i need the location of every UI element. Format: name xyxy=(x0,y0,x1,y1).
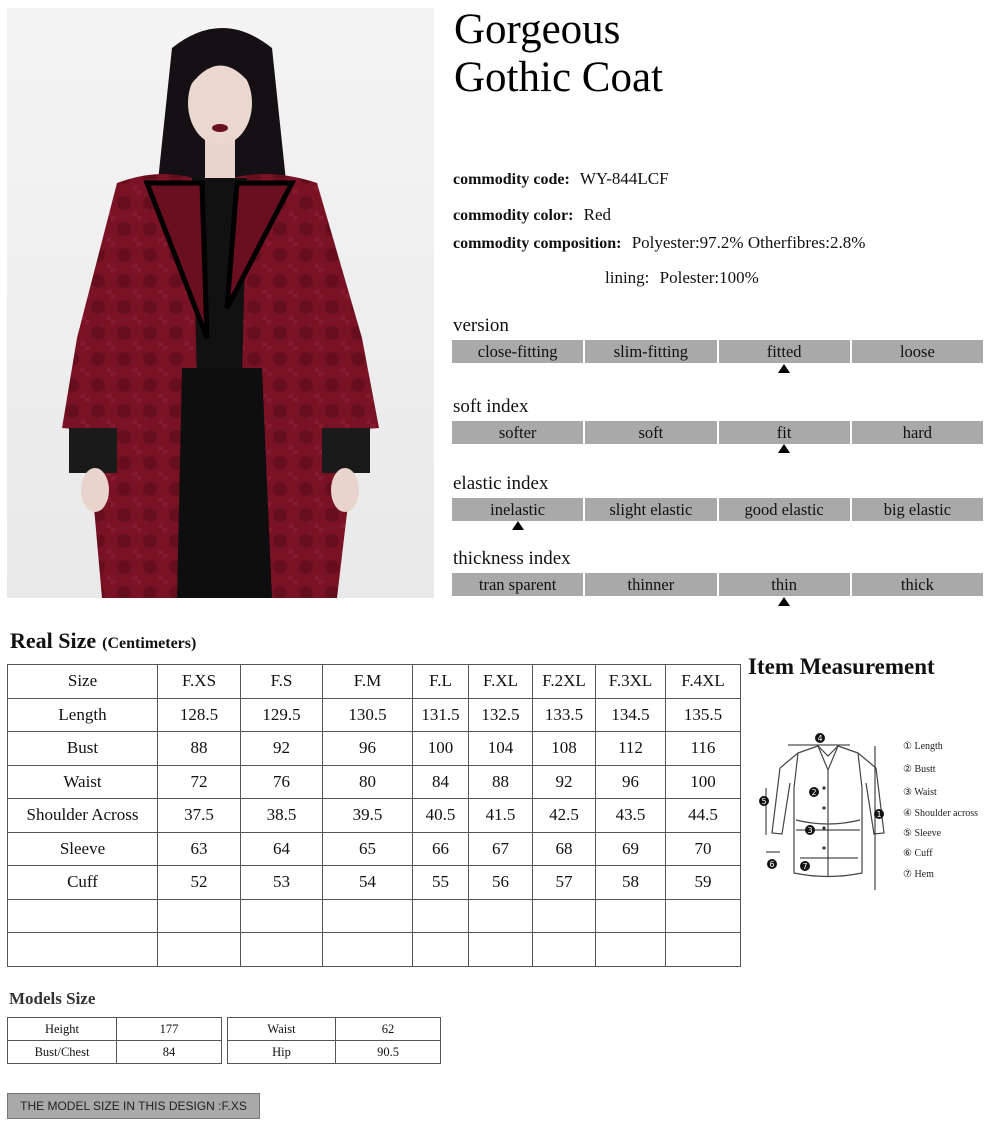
color-label: commodity color: xyxy=(453,207,574,224)
table-cell: 58 xyxy=(596,866,666,900)
thickness-index-option: thick xyxy=(852,573,983,596)
thickness-index-title: thickness index xyxy=(453,548,571,569)
lining-label: lining: xyxy=(605,268,650,287)
legend-item: ⑤ Sleeve xyxy=(903,828,942,839)
table-row xyxy=(8,765,741,799)
marker-6: 6 xyxy=(769,860,775,869)
table-cell: Waist xyxy=(8,765,158,799)
elastic-index-option: good elastic xyxy=(719,498,850,521)
table-cell: 38.5 xyxy=(241,799,323,833)
table-cell: 80 xyxy=(323,765,413,799)
elastic-index-bar xyxy=(452,498,983,521)
table-cell xyxy=(533,933,596,967)
table-cell: 88 xyxy=(469,765,533,799)
table-cell: Sleeve xyxy=(8,832,158,866)
table-cell: 67 xyxy=(469,832,533,866)
composition-label: commodity composition: xyxy=(453,235,622,252)
real-size-table-body xyxy=(8,665,741,967)
elastic-index-title: elastic index xyxy=(453,473,549,494)
soft-index-option: softer xyxy=(452,421,583,444)
table-cell: 92 xyxy=(533,765,596,799)
marker-7: 7 xyxy=(802,862,808,871)
table-cell xyxy=(666,933,741,967)
table-cell: 133.5 xyxy=(533,698,596,732)
table-cell: 128.5 xyxy=(158,698,241,732)
table-cell xyxy=(596,933,666,967)
soft-index-bar xyxy=(452,421,983,444)
thickness-index-option: thinner xyxy=(585,573,716,596)
table-cell xyxy=(8,899,158,933)
legend-item: ⑦ Hem xyxy=(903,869,934,880)
table-cell xyxy=(469,933,533,967)
soft-index-option: soft xyxy=(585,421,716,444)
table-cell: 43.5 xyxy=(596,799,666,833)
table-cell: 177 xyxy=(117,1018,222,1041)
legend-item: ⑥ Cuff xyxy=(903,848,933,859)
table-cell xyxy=(533,899,596,933)
table-cell: Shoulder Across xyxy=(8,799,158,833)
table-cell: 96 xyxy=(596,765,666,799)
real-size-heading: Real Size xyxy=(10,628,97,653)
table-cell: 84 xyxy=(413,765,469,799)
table-cell: 76 xyxy=(241,765,323,799)
table-row xyxy=(8,1041,222,1064)
table-cell: 108 xyxy=(533,732,596,766)
table-cell: 70 xyxy=(666,832,741,866)
elastic-index-option: slight elastic xyxy=(585,498,716,521)
marker-5: 5 xyxy=(761,797,767,806)
legend-item: ③ Waist xyxy=(903,787,937,798)
table-cell: Waist xyxy=(228,1018,336,1041)
thickness-index-marker-icon xyxy=(778,597,790,606)
product-photo xyxy=(7,8,434,598)
table-row xyxy=(8,1018,222,1041)
table-cell: 53 xyxy=(241,866,323,900)
model-illustration xyxy=(7,8,434,598)
table-cell xyxy=(596,899,666,933)
table-cell: 69 xyxy=(596,832,666,866)
commodity-code-row xyxy=(453,169,669,189)
lining-value: Polester:100% xyxy=(659,268,759,287)
table-cell: 63 xyxy=(158,832,241,866)
table-row xyxy=(228,1041,441,1064)
elastic-index-marker-icon xyxy=(512,521,524,530)
item-measurement-diagram xyxy=(758,728,998,898)
product-title xyxy=(454,6,663,102)
table-cell: Length xyxy=(8,698,158,732)
table-header-cell: F.3XL xyxy=(596,665,666,699)
table-cell: 54 xyxy=(323,866,413,900)
table-cell xyxy=(158,933,241,967)
commodity-color-row xyxy=(453,205,611,225)
table-row xyxy=(8,899,741,933)
soft-index-option: fit xyxy=(719,421,850,444)
table-row xyxy=(8,933,741,967)
table-cell: Cuff xyxy=(8,866,158,900)
table-cell: 100 xyxy=(413,732,469,766)
table-cell: 52 xyxy=(158,866,241,900)
table-cell: 134.5 xyxy=(596,698,666,732)
table-row xyxy=(8,866,741,900)
table-row xyxy=(8,832,741,866)
marker-2: 2 xyxy=(811,788,817,797)
version-option: fitted xyxy=(719,340,850,363)
table-cell: 72 xyxy=(158,765,241,799)
table-cell: Height xyxy=(8,1018,117,1041)
table-cell: 40.5 xyxy=(413,799,469,833)
elastic-index-option: inelastic xyxy=(452,498,583,521)
table-header-cell: F.4XL xyxy=(666,665,741,699)
code-value: WY-844LCF xyxy=(579,169,669,188)
table-cell: 62 xyxy=(336,1018,441,1041)
legend-item: ① Length xyxy=(903,741,943,752)
table-cell xyxy=(158,899,241,933)
table-cell: 65 xyxy=(323,832,413,866)
table-header-cell: F.M xyxy=(323,665,413,699)
table-header-cell: F.2XL xyxy=(533,665,596,699)
table-cell xyxy=(666,899,741,933)
color-value: Red xyxy=(583,205,612,224)
lining-row xyxy=(605,268,759,288)
table-cell: 64 xyxy=(241,832,323,866)
table-cell: 44.5 xyxy=(666,799,741,833)
marker-1: 1 xyxy=(876,810,882,819)
table-cell: 37.5 xyxy=(158,799,241,833)
table-row xyxy=(8,732,741,766)
soft-index-option: hard xyxy=(852,421,983,444)
version-title: version xyxy=(453,315,509,336)
table-row xyxy=(8,698,741,732)
table-header-cell: F.S xyxy=(241,665,323,699)
table-cell: 39.5 xyxy=(323,799,413,833)
table-cell: 129.5 xyxy=(241,698,323,732)
table-cell xyxy=(8,933,158,967)
table-header-row xyxy=(8,665,741,699)
item-measurement-title: Item Measurement xyxy=(748,654,935,679)
table-cell: 132.5 xyxy=(469,698,533,732)
real-size-title xyxy=(10,628,196,654)
table-cell: 66 xyxy=(413,832,469,866)
table-cell: Bust xyxy=(8,732,158,766)
version-marker-icon xyxy=(778,364,790,373)
table-cell: 112 xyxy=(596,732,666,766)
table-cell xyxy=(413,899,469,933)
soft-index-marker-icon xyxy=(778,444,790,453)
marker-3: 3 xyxy=(807,826,813,835)
table-row xyxy=(228,1018,441,1041)
models-size-title: Models Size xyxy=(9,989,96,1008)
table-cell: 55 xyxy=(413,866,469,900)
version-bar xyxy=(452,340,983,363)
marker-4: 4 xyxy=(817,734,823,743)
elastic-index-option: big elastic xyxy=(852,498,983,521)
table-cell: 88 xyxy=(158,732,241,766)
models-size-table-left xyxy=(7,1017,222,1064)
table-cell xyxy=(241,899,323,933)
table-cell: 96 xyxy=(323,732,413,766)
table-cell xyxy=(469,899,533,933)
table-cell xyxy=(323,933,413,967)
title-line-1: Gorgeous xyxy=(454,6,621,53)
table-row xyxy=(8,799,741,833)
table-cell: Hip xyxy=(228,1041,336,1064)
table-cell: 56 xyxy=(469,866,533,900)
title-line-2: Gothic Coat xyxy=(454,54,663,101)
legend-item: ② Bustt xyxy=(903,764,936,775)
table-cell: 100 xyxy=(666,765,741,799)
model-size-note: THE MODEL SIZE IN THIS DESIGN :F.XS xyxy=(7,1093,260,1119)
code-label: commodity code: xyxy=(453,171,570,188)
table-cell: 116 xyxy=(666,732,741,766)
table-cell: 130.5 xyxy=(323,698,413,732)
soft-index-title: soft index xyxy=(453,396,529,417)
table-cell xyxy=(241,933,323,967)
thickness-index-bar xyxy=(452,573,983,596)
table-cell: 135.5 xyxy=(666,698,741,732)
legend-item: ④ Shoulder across xyxy=(903,808,979,819)
table-cell xyxy=(413,933,469,967)
commodity-composition-row xyxy=(453,233,865,253)
table-cell: 41.5 xyxy=(469,799,533,833)
version-option: slim-fitting xyxy=(585,340,716,363)
table-cell: Bust/Chest xyxy=(8,1041,117,1064)
table-cell xyxy=(323,899,413,933)
table-cell: 68 xyxy=(533,832,596,866)
thickness-index-option: tran sparent xyxy=(452,573,583,596)
table-header-cell: F.XS xyxy=(158,665,241,699)
real-size-unit: (Centimeters) xyxy=(102,635,197,652)
composition-value: Polyester:97.2% Otherfibres:2.8% xyxy=(631,233,866,252)
version-option: loose xyxy=(852,340,983,363)
table-cell: 59 xyxy=(666,866,741,900)
table-cell: 84 xyxy=(117,1041,222,1064)
table-header-cell: F.L xyxy=(413,665,469,699)
table-cell: 90.5 xyxy=(336,1041,441,1064)
real-size-table xyxy=(7,664,741,967)
table-header-cell: F.XL xyxy=(469,665,533,699)
table-cell: 42.5 xyxy=(533,799,596,833)
table-cell: 57 xyxy=(533,866,596,900)
table-cell: 104 xyxy=(469,732,533,766)
models-size-table-right xyxy=(227,1017,441,1064)
table-cell: 131.5 xyxy=(413,698,469,732)
table-header-cell: Size xyxy=(8,665,158,699)
table-cell: 92 xyxy=(241,732,323,766)
coat-diagram-icon xyxy=(758,728,998,898)
version-option: close-fitting xyxy=(452,340,583,363)
thickness-index-option: thin xyxy=(719,573,850,596)
